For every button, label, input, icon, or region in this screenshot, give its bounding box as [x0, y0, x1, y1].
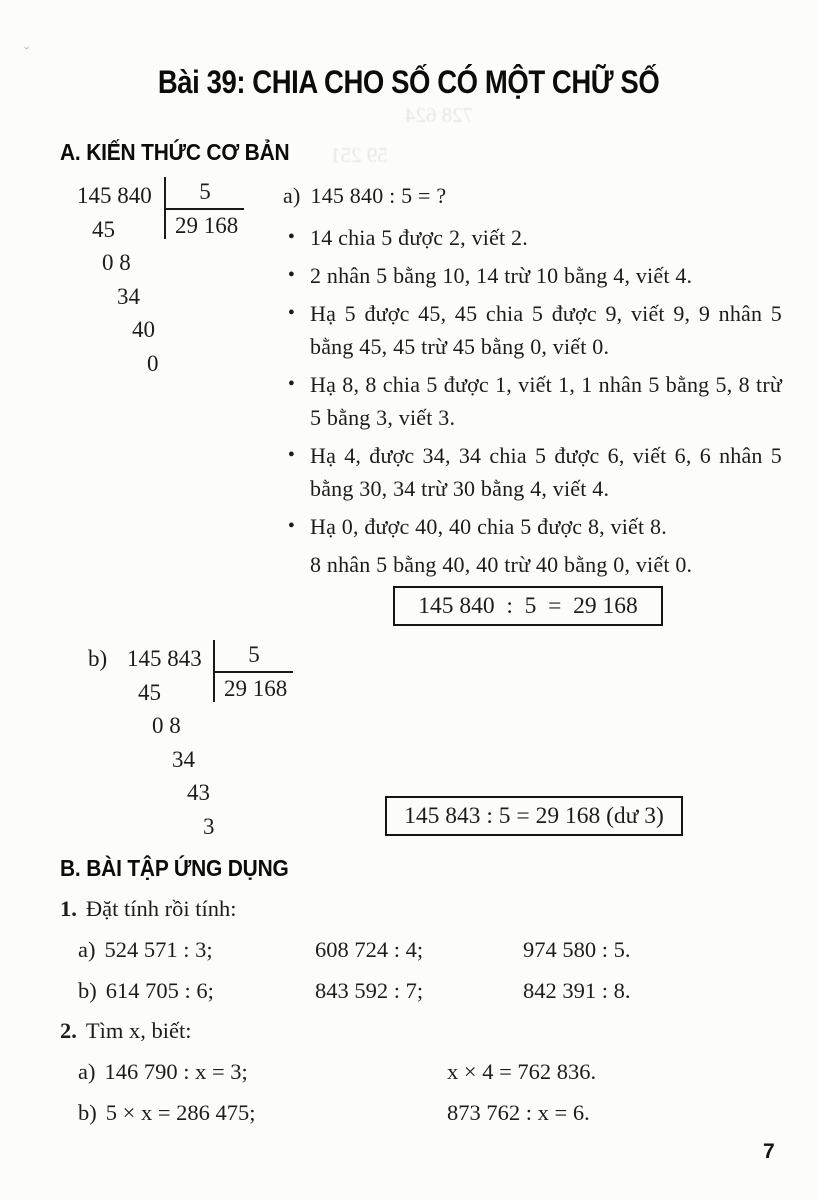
long-division-a: [77, 179, 239, 380]
row-label: a): [78, 937, 96, 962]
result-box-a: 145 840 : 5 = 29 168: [393, 586, 663, 626]
exercise-row: [60, 978, 790, 1008]
row-label: a): [78, 1059, 96, 1084]
problem-cell: [78, 978, 214, 1004]
bullet-icon: •: [287, 226, 296, 248]
row-label: b): [78, 978, 97, 1003]
exercise-2-instruction: [60, 1018, 192, 1044]
step-item: [283, 297, 782, 363]
work-line: 3: [203, 813, 215, 839]
long-division-b: [127, 642, 288, 843]
step-list: [283, 221, 782, 581]
bullet-icon: •: [287, 302, 296, 324]
quotient: 29 168: [175, 213, 239, 238]
bullet-spacer: [283, 548, 300, 581]
problem-cell: 974 580 : 5.: [523, 937, 631, 962]
bullet-icon: •: [287, 444, 296, 466]
problem-cell: [78, 1100, 256, 1126]
question-text: 145 840 : 5 = ?: [310, 183, 447, 208]
work-line: 45: [138, 679, 161, 705]
problem-text: 524 571 : 3;: [104, 937, 213, 962]
work-line: 34: [172, 746, 195, 772]
step-text: 2 nhân 5 bằng 10, 14 trừ 10 bằng 4, viết 4.: [310, 263, 693, 288]
example-a-explanation: [283, 179, 782, 586]
step-item: [283, 439, 782, 505]
row-label: b): [78, 1100, 97, 1125]
exercise-row: [60, 1100, 790, 1130]
work-line: 0 8: [102, 250, 131, 275]
bullet-icon: •: [287, 373, 296, 395]
dividend: 145 843: [127, 646, 202, 671]
exercise-number: 1.: [60, 896, 77, 921]
problem-cell: 842 391 : 8.: [523, 978, 631, 1003]
exercise-row: [60, 937, 790, 967]
work-line: 0 8: [152, 713, 181, 738]
step-item: [283, 368, 782, 434]
division-bracket: [213, 640, 293, 702]
step-text: 8 nhân 5 bằng 40, 40 trừ 40 bằng 0, viết 0.: [310, 552, 693, 577]
example-a-question: [283, 179, 782, 212]
division-work-column: [127, 642, 215, 843]
dividend: 145 840: [77, 183, 152, 208]
result-box-b: 145 843 : 5 = 29 168 (dư 3): [385, 796, 683, 836]
lesson-title: Bài 39: CHIA CHO SỐ CÓ MỘT CHỮ SỐ: [157, 64, 660, 100]
section-a-heading: A. KIẾN THỨC CƠ BẢN: [60, 139, 290, 165]
instruction-text: Tìm x, biết:: [85, 1018, 192, 1043]
problem-cell: x × 4 = 762 836.: [447, 1059, 597, 1084]
exercise-row: [60, 1059, 790, 1089]
bleedthrough-text: 728 624: [405, 103, 474, 127]
step-text: Hạ 8, 8 chia 5 được 1, viết 1, 1 nhân 5 bằng 5, 8 trừ 5 bằng 3, viết 3.: [310, 372, 782, 430]
problem-cell: 608 724 : 4;: [315, 937, 424, 962]
problem-cell: 873 762 : x = 6.: [447, 1100, 590, 1125]
division-work-column: [77, 179, 159, 380]
bleedthrough-text: 59 251: [330, 143, 388, 167]
exercise-2: [60, 1018, 790, 1148]
step-text: Hạ 5 được 45, 45 chia 5 được 9, viết 9, 9 nhân 5 bằng 45, 45 trừ 45 bằng 0, viết 0.: [310, 301, 782, 359]
step-text: Hạ 0, được 40, 40 chia 5 được 8, viết 8.: [310, 514, 667, 539]
scan-corner-mark: ˬ: [24, 34, 29, 50]
problem-text: 614 705 : 6;: [105, 978, 214, 1003]
lesson-title-row: [0, 62, 817, 102]
instruction-text: Đặt tính rồi tính:: [85, 896, 237, 921]
division-bracket: [164, 177, 244, 239]
bullet-icon: •: [287, 264, 296, 286]
exercise-number: 2.: [60, 1018, 77, 1043]
divisor: 5: [215, 640, 293, 673]
work-line: 34: [117, 283, 140, 309]
step-item: [283, 221, 782, 254]
work-line: 43: [187, 780, 210, 805]
work-line: 0: [147, 350, 159, 376]
problem-cell: [78, 1059, 248, 1085]
problem-cell: 843 592 : 7;: [315, 978, 424, 1003]
exercise-1-instruction: [60, 896, 237, 922]
page-number: 7: [763, 1140, 775, 1163]
step-continuation: [283, 548, 782, 581]
step-item: [283, 259, 782, 292]
work-line: 45: [92, 216, 115, 242]
step-text: 14 chia 5 được 2, viết 2.: [310, 225, 528, 250]
step-item: [283, 510, 782, 543]
problem-text: 5 × x = 286 475;: [105, 1100, 256, 1125]
quotient: 29 168: [224, 676, 288, 701]
bullet-icon: •: [287, 515, 296, 537]
section-b-heading: B. BÀI TẬP ỨNG DỤNG: [60, 855, 289, 881]
problem-cell: [78, 937, 213, 963]
example-a-label: a): [283, 183, 301, 208]
exercise-1: [60, 896, 790, 1026]
step-text: Hạ 4, được 34, 34 chia 5 được 6, viết 6, 6 nhân 5 bằng 30, 34 trừ 30 bằng 4, viết 4.: [310, 443, 782, 501]
divisor: 5: [166, 177, 244, 210]
problem-text: 146 790 : x = 3;: [104, 1059, 248, 1084]
work-line: 40: [132, 317, 155, 342]
example-b-label: b): [88, 646, 108, 671]
